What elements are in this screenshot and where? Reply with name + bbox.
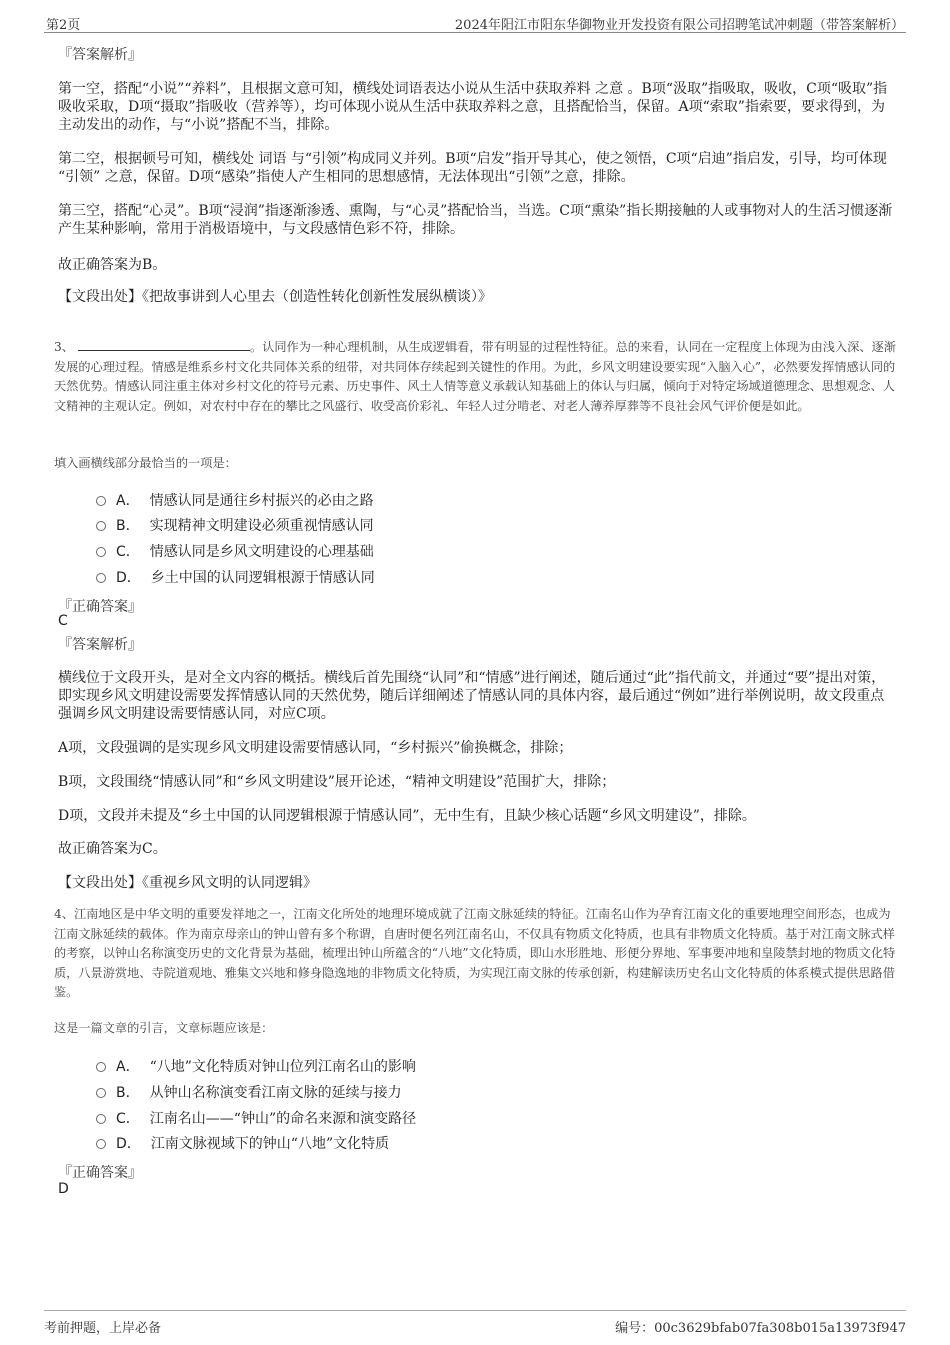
analysis-paragraph: 第三空，搭配“心灵”。B项“浸润”指逐渐渗透、熏陶，与“心灵”搭配恰当，当选。C项“熏染”指长期接触的人或事物对人的生活习惯逐渐产生某种影响，常用于消极语境中，与文段感情色彩不符，排除。 [58,203,893,237]
page-header [44,12,906,33]
footer-slogan: 考前押题，上岸必备 [44,1321,162,1336]
source-citation: 【文段出处】《把故事讲到人心里去（创造性转化创新性发展纵横谈）》 [58,289,492,305]
document-id: 编号：00c3629bfab07fa308b015a13973f947 [615,1321,906,1336]
option-a[interactable]: A． “八地”文化特质对钟山位列江南名山的影响 [96,1056,416,1076]
analysis-label: 『答案解析』 [58,47,142,63]
page-footer [44,1310,906,1335]
analysis-label: 『答案解析』 [58,637,142,653]
radio-icon[interactable] [96,573,106,583]
radio-icon[interactable] [96,1088,106,1098]
question-text: 。认同作为一种心理机制，从生成逻辑看，带有明显的过程性特征。总的来看，认同在一定程度上体现为由浅入深、逐渐发展的心理过程。情感是维系乡村文化共同体关系的纽带，对共同体存续起到关键性的作用。为此，乡风文明建设要实现“入脑入心”，必然要发挥情感认同的天然优势。情感认同注重主体对乡村文化的符号元素、历史事件、风土人情等意义承载认知基础上的体认与归属，倾向于对特定场域道德理念、思想观念、人文精神的主观认定。例如，对农村中存在的攀比之风盛行、收受高价彩礼、年轻人过分啃老、对老人薄养厚葬等不良社会风气评价便是如此。 [54,340,896,413]
option-b[interactable]: B． 从钟山名称演变看江南文脉的延续与接力 [96,1082,402,1102]
radio-icon[interactable] [96,496,106,506]
question-prompt: 填入画横线部分最恰当的一项是： [54,456,237,470]
option-a[interactable]: A． 情感认同是通往乡村振兴的必由之路 [96,490,374,510]
option-c[interactable]: C． 情感认同是乡风文明建设的心理基础 [96,541,374,561]
radio-icon[interactable] [96,547,106,557]
question-prompt: 这是一篇文章的引言，文章标题应该是： [54,1021,274,1035]
option-d[interactable]: D． 江南文脉视域下的钟山“八地”文化特质 [96,1133,389,1153]
option-c[interactable]: C． 江南名山——“钟山”的命名来源和演变路径 [96,1108,416,1128]
analysis-paragraph: 横线位于文段开头，是对全文内容的概括。横线后首先围绕“认同”和“情感”进行阐述，随后通过“此”指代前文，并通过“要”提出对策，即实现乡风文明建设需要发挥情感认同的天然优势，随后详细阐述了情感认同的具体内容，最后通过“例如”进行举例说明，故文段重点强调乡风文明建设需要情感认同，对应C项。 [58,670,886,722]
radio-icon[interactable] [96,1062,106,1072]
analysis-paragraph: 第一空，搭配“小说”“养料”，且根据文意可知，横线处词语表达小说从生活中获取养料 之意 。B项“汲取”指吸取，吸收，C项“吸取”指吸收采取，D项“摄取”指吸收（营养等），均可体现小说从生活中获取养料之意，且搭配恰当，保留。A项“索取”指索要，要求得到，为主动发出的动作，与“小说”搭配不当，排除。 [58,81,888,133]
answer-label: 『正确答案』 [58,1165,142,1181]
answer-conclusion: 故正确答案为C。 [58,841,167,857]
radio-icon[interactable] [96,1139,106,1149]
source-citation: 【文段出处】《重视乡风文明的认同逻辑》 [58,875,317,891]
document-title: 2024年阳江市阳东华御物业开发投资有限公司招聘笔试冲刺题（带答案解析） [454,18,904,33]
answer-conclusion: 故正确答案为B。 [58,257,167,273]
option-d[interactable]: D． 乡土中国的认同逻辑根源于情感认同 [96,567,375,587]
analysis-paragraph: 第二空，根据顿号可知，横线处 词语 与“引领”构成同义并列。B项“启发”指开导其心，使之领悟，C项“启迪”指启发，引导，均可体现 “引领” 之意，保留。D项“感染”指使人产生相同的思想感情，无法体现出“引领”之意，排除。 [58,151,887,185]
radio-icon[interactable] [96,1114,106,1124]
question-4-stem: 4、江南地区是中华文明的重要发祥地之一，江南文化所处的地理环境成就了江南文脉延续的特征。江南名山作为孕育江南文化的重要地理空间形态，也成为江南文脉延续的载体。作为南京母亲山的钟山曾有多个称谓，自唐时便名列江南名山，不仅具有物质文化特质，也具有非物质文化特质。基于对江南文脉式样的考察，以钟山名称演变历史的文化背景为基础，梳理出钟山所蕴含的“八地”文化特质，即山水形胜地、形便分界地、军事要冲地和皇陵禁封地的物质文化特质，八景游赏地、寺院道观地、雅集文兴地和修身隐逸地的非物质文化特质，为实现江南文脉的传承创新，构建解读历史名山文化特质的体系模式提供思路借鉴。 [54,907,896,1000]
option-b[interactable]: B． 实现精神文明建设必须重视情感认同 [96,515,374,535]
answer-label: 『正确答案』 [58,599,142,615]
page-number: 第2页 [46,18,81,33]
correct-answer: D [58,1181,69,1197]
question-number: 3、 [54,340,74,354]
fill-blank [78,339,250,351]
correct-answer: C [58,613,68,629]
analysis-paragraph: D项，文段并未提及“乡土中国的认同逻辑根源于情感认同”，无中生有，且缺少核心话题“乡风文明建设”，排除。 [58,808,756,824]
analysis-paragraph: A项，文段强调的是实现乡风文明建设需要情感认同，“乡村振兴”偷换概念，排除； [58,740,573,756]
analysis-paragraph: B项，文段围绕“情感认同”和“乡风文明建设”展开论述，“精神文明建设”范围扩大，排除； [58,774,616,790]
radio-icon[interactable] [96,521,106,531]
question-3-stem [54,338,898,416]
